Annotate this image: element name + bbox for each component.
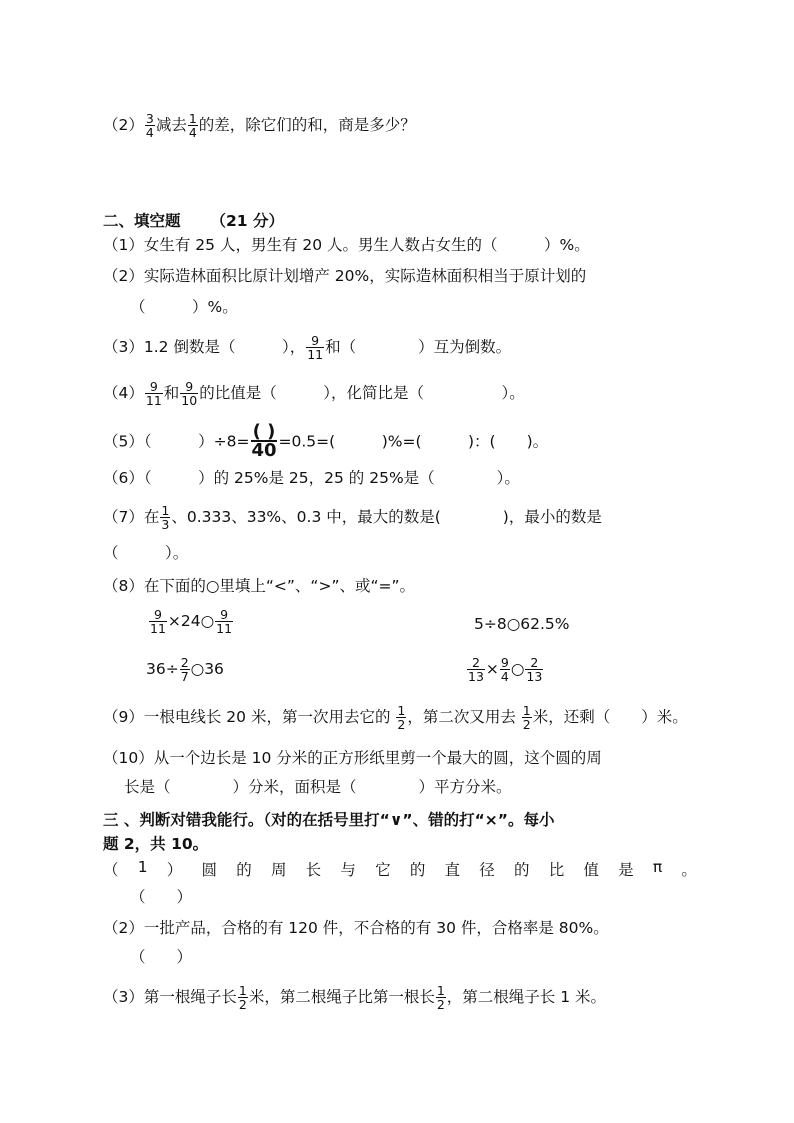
q-text: 的差，除它们的和，商是多少？ (198, 116, 416, 134)
judge-q1-char: 直 (444, 861, 461, 879)
judge-q1-char: 值 (583, 861, 599, 879)
numerator: 1 (522, 703, 531, 718)
denominator: 4 (145, 125, 154, 140)
q-text: ×24○ (167, 612, 215, 630)
denominator: 2 (238, 997, 247, 1012)
q-text: ，第二根绳子长 1 米。 (446, 988, 607, 1006)
fraction (525, 656, 543, 683)
section-score: （21 分） (210, 212, 284, 230)
judge-q1-char: 圆 (201, 861, 218, 879)
fill-q7 (103, 504, 602, 531)
compare-4 (466, 656, 544, 683)
q-text: =0.5=( )%=( )：( )。 (278, 432, 549, 451)
denominator: 4 (188, 125, 197, 140)
q-text: 减去 (155, 116, 187, 134)
fraction (396, 704, 406, 731)
fraction (215, 608, 233, 635)
fill-q2-line1: （2）实际造林面积比原计划增产 20%，实际造林面积相当于原计划的 (103, 267, 587, 285)
numerator: 9 (215, 608, 233, 622)
judge-q1-char: π (652, 858, 663, 876)
judge-q1-char: 是 (618, 861, 634, 879)
q-text: （3）第一根绳子长 (103, 988, 237, 1006)
fill-q10-line1: （10）从一个边长是 10 分米的正方形纸里剪一个最大的圆，这个圆的周 (103, 749, 602, 767)
section-3-heading-line1: 三 、判断对错我能行。（对的在括号里打“∨”、错的打“×”。每小 (103, 811, 555, 829)
q-text: （4） (103, 384, 144, 402)
fraction (180, 656, 190, 683)
judge-q1-char: 它 (375, 861, 391, 879)
judge-q3 (103, 984, 606, 1011)
fraction (188, 112, 198, 139)
judge-q2: （2）一批产品，合格的有 120 件，不合格的有 30 件，合格率是 80%。 (103, 919, 609, 937)
denominator: 11 (307, 347, 324, 362)
q-text: × (485, 660, 499, 678)
judge-q1-char: 的 (513, 861, 530, 879)
fraction (238, 984, 248, 1011)
fill-q3 (103, 334, 511, 361)
fill-q6: （6）（ ）的 25%是 25，25 的 25%是（ ）。 (103, 469, 520, 487)
q-text: ，第二次又用去 (407, 708, 521, 726)
judge-q1-blank: （ ） (130, 888, 193, 906)
denominator: 11 (150, 621, 166, 636)
judge-q1-char: （ (103, 861, 119, 879)
q-text: ○36 (190, 660, 224, 678)
numerator: 9 (145, 380, 163, 394)
judge-q1-char: ） (166, 861, 183, 879)
judge-q1-char: 比 (548, 861, 565, 879)
q-text: 米，第二根绳子比第一根长 (248, 988, 435, 1006)
fraction (467, 656, 485, 683)
q-text: （9）一根电线长 20 米，第一次用去它的 (103, 708, 396, 726)
fraction (160, 504, 170, 531)
section-3-heading-line2: 题 2，共 10。 (103, 835, 209, 853)
numerator: ( ) (252, 421, 276, 442)
denominator: 2 (436, 997, 445, 1012)
denominator: 4 (500, 669, 509, 684)
q-prefix: （2） (103, 116, 144, 134)
denominator: 11 (216, 621, 233, 636)
section-2-heading (103, 211, 284, 231)
numerator: 9 (306, 334, 324, 348)
numerator: 2 (467, 656, 485, 670)
numerator: 1 (161, 503, 170, 518)
q-text: 和 (163, 384, 180, 402)
q-text: 的比值是（ ），化简比是（ ）。 (199, 384, 525, 402)
q-text: （5）（ ）÷8= (103, 432, 250, 451)
fraction (145, 112, 155, 139)
judge-q1-char: 周 (270, 861, 287, 879)
denominator: 13 (468, 669, 484, 684)
fraction (180, 380, 198, 407)
judge-q1-char: 径 (479, 861, 495, 879)
q-text: ○ (510, 660, 525, 678)
denominator: 10 (181, 393, 198, 408)
numerator: 1 (397, 703, 406, 718)
q-text: 、0.333、33%、0.3 中，最大的数是( )，最小的数是 (171, 508, 602, 526)
compare-1 (148, 608, 234, 635)
fraction (306, 334, 324, 361)
compare-3 (146, 656, 224, 683)
fill-q2-line2: （ ）%。 (130, 298, 238, 316)
judge-q1-char: 1 (137, 858, 148, 876)
fill-q4 (103, 380, 525, 407)
denominator: 2 (397, 717, 406, 732)
q-text: 米，还剩（ ）米。 (532, 708, 688, 726)
fill-q10-line2: 长是（ ）分米，面积是（ ）平方分米。 (124, 778, 512, 796)
denominator: 2 (522, 717, 531, 732)
q-text: （7）在 (103, 508, 160, 526)
numerator: 1 (436, 983, 445, 998)
fraction (145, 380, 163, 407)
section-title: 二、填空题 (103, 212, 181, 230)
denominator: 11 (145, 393, 162, 408)
fraction (522, 704, 532, 731)
judge-q1-char: 的 (236, 861, 252, 879)
denominator: 13 (526, 669, 543, 684)
fill-q9 (103, 704, 688, 731)
q-text: （3）1.2 倒数是（ ）， (103, 338, 306, 356)
denominator: 7 (180, 669, 189, 684)
compare-2: 5÷8○62.5% (474, 615, 570, 633)
judge-q1-char: 的 (409, 861, 426, 879)
judge-q1-char: 长 (305, 861, 322, 879)
numerator: 3 (145, 111, 154, 126)
judge-q1 (103, 858, 697, 880)
fraction (149, 608, 167, 635)
numerator: 2 (180, 655, 189, 670)
fill-q8: （8）在下面的○里填上“<”、“>”、或“=”。 (103, 577, 416, 595)
fill-q1: （1）女生有 25 人，男生有 20 人。男生人数占女生的（ ）%。 (103, 236, 590, 254)
numerator: 1 (238, 983, 247, 998)
judge-q1-char: 。 (681, 861, 697, 879)
judge-q1-char: 与 (340, 861, 356, 879)
denominator: 40 (251, 440, 277, 461)
numerator: 9 (149, 608, 167, 622)
question-prev-2 (103, 112, 416, 139)
denominator: 3 (161, 517, 170, 532)
big-fraction (251, 421, 277, 461)
numerator: 9 (180, 380, 198, 394)
fraction (436, 984, 446, 1011)
q-text: 和（ ）互为倒数。 (325, 338, 512, 356)
fraction (500, 656, 510, 683)
numerator: 2 (525, 656, 543, 670)
fill-q5 (103, 421, 549, 461)
fill-q7-line2: （ ）。 (103, 544, 189, 562)
judge-q2-blank: （ ） (130, 948, 193, 966)
numerator: 9 (500, 655, 509, 670)
q-text: 36÷ (146, 660, 179, 678)
numerator: 1 (188, 111, 197, 126)
